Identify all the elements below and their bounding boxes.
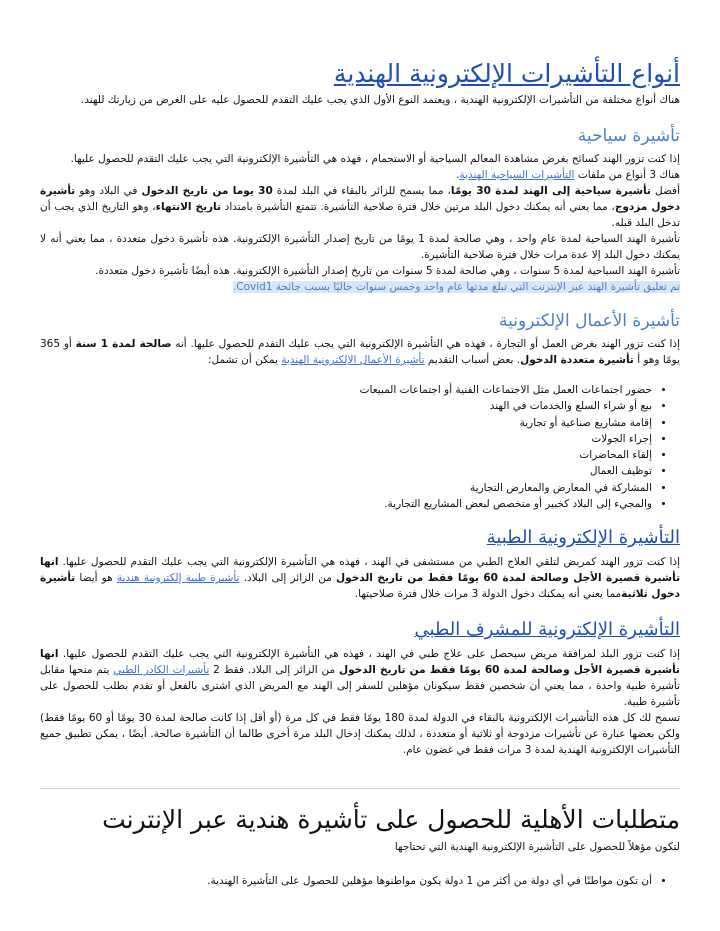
list-item: • أن تكون مواطنًا في أي دولة من أكثر من 1 دولة يكون مواطنوها مؤهلين للحصول على التأشيرة الهندية. (40, 873, 652, 889)
list-item: • المشاركة في المعارض والمعارض التجارية (40, 480, 652, 496)
medical-visa-link[interactable]: تأشيرة طبية إلكترونية هندية (116, 572, 240, 585)
highlighted-notice: تم تعليق تأشيرة الهند عبر الإنترنت التي تبلغ مدتها عام واحد وخمس سنوات حاليًا بسبب جائحة Covid1. (232, 281, 680, 293)
tourist-paragraph-5: تأشيرة الهند السياحية لمدة 5 سنوات ، وهي صالحة لمدة 5 سنوات من تاريخ إصدار التأشيرة الإلكترونية. هذه أيضًا تأشيرة دخول متعددة. (95, 265, 680, 277)
bold-run: انها تأشيرة قصيرة الأجل وصالحة لمدة 60 يومًا فقط من تاريخ الدخول (40, 556, 681, 585)
bold-run: انها تأشيرة قصيرة الأجل وصالحة لمدة 60 يومًا فقط من تاريخ الدخول (40, 648, 681, 677)
eligibility-list (40, 873, 680, 889)
attendant-paragraph-2: تسمح لك كل هذه التأشيرات الإلكترونية بالبقاء في الدولة لمدة 180 يومًا فقط في كل مرة (أو أقل إذا كانت صالحة لمدة 30 يومًا أو 60 يومًا فقط) ولكن بعضها عبارة عن تأشيرات مزدوجة أو ثلاثية أو متعددة ، لذلك يمكنك إدخال البلد مرة أخرى طالما أن التأشيرة صالحة. أيضًا ، يمكن تطبيق جميع التأشيرات الإلكترونية الهندية لمدة 3 مرات فقط في غضون عام. (40, 712, 681, 757)
list-item: • إلقاء المحاضرات (40, 447, 652, 463)
document-body (40, 58, 680, 890)
text-run: أو 365 يومًا وهو أ (40, 338, 680, 366)
section-divider (40, 788, 680, 789)
text-run: ، مما يعني أنه يمكنك دخول البلد مرتين خلال فترة صلاحية التأشيرة. تتمتع التأشيرة بامتداد (220, 201, 615, 213)
bold-run: تأشيرة سياحية إلى الهند لمدة 30 يومًا (450, 185, 651, 197)
text-run: من الزائر إلى البلاد. فقط 2 (209, 664, 339, 677)
text-run: مما يعني أنه يمكنك دخول الدولة 3 مرات خلال فترة صلاحيتها. (354, 588, 622, 601)
text-run: هو أيضا (75, 572, 117, 585)
tourist-visa-heading: تأشيرة سياحية (577, 126, 680, 146)
text-run: في البلاد وهو (75, 185, 142, 197)
text-run: ، مما يسمح للزائر بالبقاء في البلد لمدة (272, 185, 451, 197)
business-reasons-list (40, 382, 680, 512)
bold-run: تأشيرة دخول مزدوج (40, 185, 680, 213)
intro-paragraph: هناك أنواع مختلفة من التأشيرات الإلكترونية الهندية ، ويعتمد النوع الأول الذي يجب عليك التقدم للحصول عليه على الغرض من زيارتك للهند. (80, 94, 680, 106)
business-visa-heading: تأشيرة الأعمال الإلكترونية (499, 311, 680, 331)
tourist-visa-link[interactable]: التأشيرات السياحية الهندية (459, 169, 575, 181)
tourist-paragraph-4: تأشيرة الهند السياحية لمدة عام واحد ، وهي صالحة لمدة 1 يومًا من تاريخ إصدار التأشيرة الإلكترونية. هذه تأشيرة دخول متعددة ، مما يعني أنه لا يمكنك دخول البلد إلا عدة مرات خلال فترة صلاحية التأشيرة. (40, 233, 680, 261)
tourist-paragraph-2: هناك 3 أنواع من ملفات التأشيرات السياحية الهندية. (456, 169, 680, 181)
list-item: • إقامة مشاريع صناعية أو تجارية (40, 415, 652, 431)
eligibility-heading: متطلبات الأهلية للحصول على تأشيرة هندية عبر الإنترنت (102, 805, 680, 835)
eligibility-intro: لتكون مؤهلاً للحصول على التأشيرة الإلكترونية الهندية التي تحتاجها (394, 841, 680, 854)
medical-paragraph-1 (40, 554, 680, 602)
list-item: • والمجيء إلى البلاد كخبير أو متخصص لبعض المشاريع التجارية. (40, 496, 652, 512)
text-run: ، وهو التاريخ الذي يجب أن تدخل البلد قبله. (40, 201, 680, 229)
tourist-paragraph-2-text: هناك 3 أنواع من ملفات (574, 169, 680, 181)
list-item: • حضور اجتماعات العمل مثل الاجتماعات الفنية أو اجتماعات المبيعات (40, 382, 652, 398)
bold-run: تأشيرة متعددة الدخول (520, 354, 634, 366)
bold-run: صالحة لمدة 1 سنة (75, 338, 172, 350)
page-title: أنواع التأشيرات الإلكترونية الهندية (333, 59, 680, 88)
text-run: . بعض أسباب التقديم (424, 354, 521, 366)
business-visa-link[interactable]: تأشيرة الأعمال الإلكترونية الهندية (281, 354, 425, 366)
attendant-paragraph-1 (40, 646, 680, 710)
list-item: • إجراء الجولات (40, 431, 652, 447)
bold-run: تاريخ الانتهاء (155, 201, 221, 213)
text-run: يتم منحها مقابل تأشيرة طبية واحدة ، مما يعني أن شخصين فقط سيكونان مؤهلين للسفر إلى الهند مع المريض الذي اشترى بالفعل أو تقدم بطلب للحصول على تأشيرة طبية. (40, 664, 680, 709)
text-run: إذا كنت تزور البلد لمرافقة مريض سيحصل على علاج طبي في الهند ، فهذه هي التأشيرة الإلكترونية التي يجب عليك التقدم للحصول عليها. (58, 648, 680, 661)
medical-attendant-link[interactable]: تأشيرات الكادر الطبي (113, 664, 210, 677)
business-paragraph-1 (40, 336, 680, 368)
tourist-paragraph-1: إذا كنت تزور الهند كسائح بغرض مشاهدة المعالم السياحية أو الاستجمام ، فهذه هي التأشيرة الإلكترونية التي يجب عليك التقدم للحصول عليها. (70, 153, 680, 165)
text-run: من الزائر إلى البلاد. (239, 572, 337, 585)
medical-visa-heading: التأشيرة الإلكترونية الطبية (486, 527, 680, 549)
tourist-paragraph-3 (40, 183, 680, 231)
text-run: أفضل (650, 185, 680, 197)
covid-suspension-notice (40, 279, 680, 295)
text-run: يمكن أن تشمل: (207, 354, 282, 366)
bold-run: تأشيرة دخول ثلاثية (40, 572, 680, 601)
text-run: إذا كنت تزور الهند كمريض لتلقي العلاج الطبي من مستشفى في الهند ، فهذه هي التأشيرة الإلكترونية التي يجب عليك التقدم للحصول عليها. (58, 556, 680, 569)
bold-run: 30 يوما من تاريخ الدخول (141, 185, 273, 197)
list-item: • بيع أو شراء السلع والخدمات في الهند (40, 398, 652, 414)
text-run: إذا كنت تزور الهند بغرض العمل أو التجارة ، فهذه هي التأشيرة الإلكترونية التي يجب عليك التقدم للحصول عليها. أنه (171, 338, 680, 350)
list-item: • توظيف العمال (40, 463, 652, 479)
medical-attendant-visa-heading: التأشيرة الإلكترونية للمشرف الطبي (414, 619, 680, 641)
